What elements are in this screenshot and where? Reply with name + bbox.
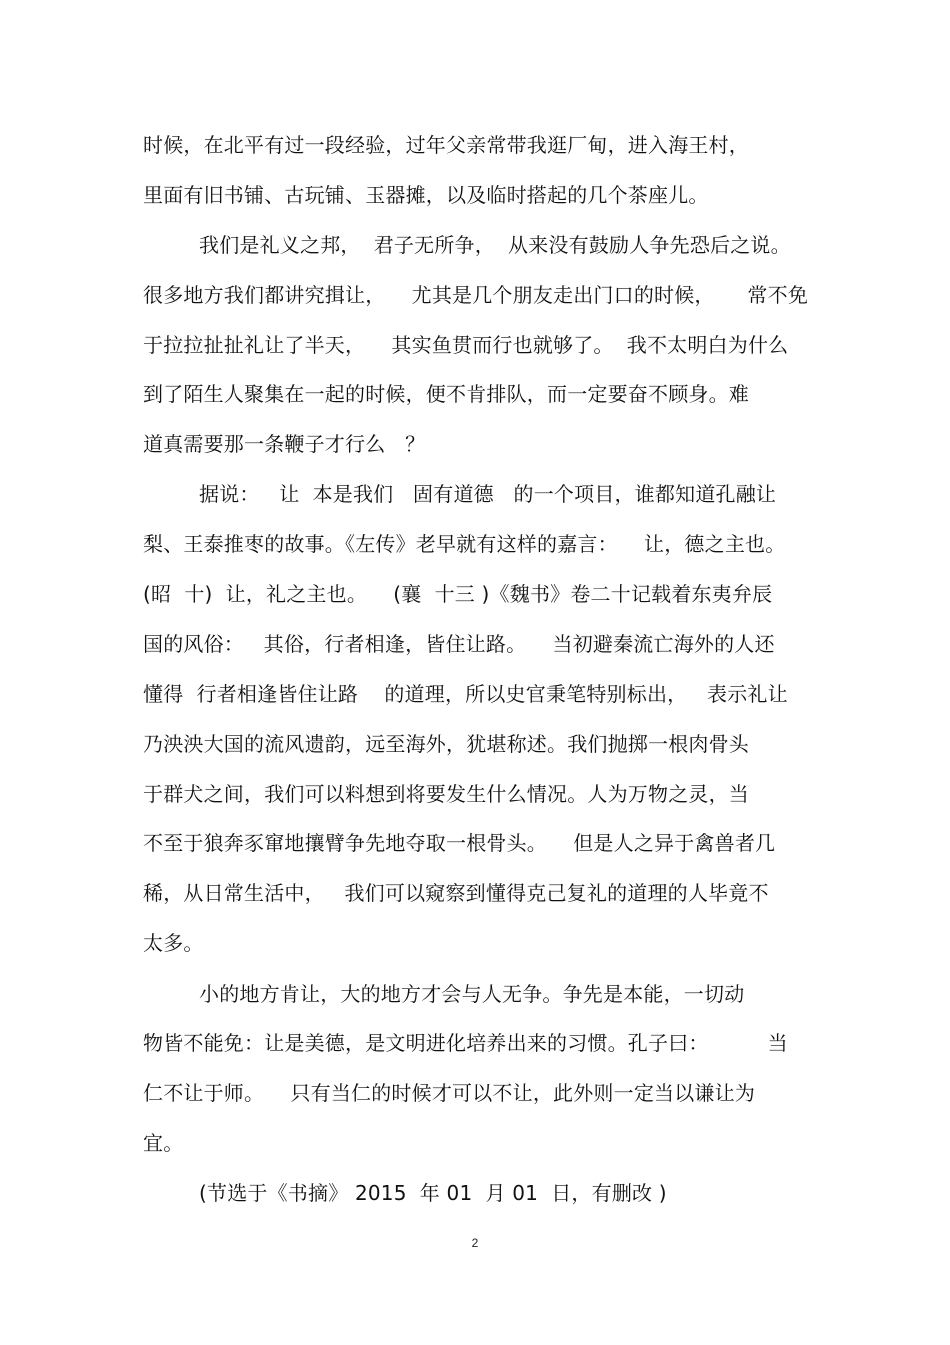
text-line: 稀，从日常生活中， 我们可以窥察到懂得克己复礼的道理的人毕竟不 <box>143 881 769 905</box>
paragraph-start-line: 据说： 让 本是我们 固有道德 的一个项目，谁都知道孔融让 <box>199 482 777 506</box>
text-line: 于拉拉扯扯礼让了半天， 其实鱼贯而行也就够了。 我不太明白为什么 <box>143 333 789 357</box>
text-line: 懂得 行者相逢皆住让路 的道理，所以史官秉笔特别标出， 表示礼让 <box>143 682 788 706</box>
text-line: 很多地方我们都讲究揖让， 尤其是几个朋友走出门口的时候， 常不免 <box>143 283 809 307</box>
page-number: 2 <box>471 1236 479 1250</box>
text-line: 梨、王泰推枣的故事。《左传》老早就有这样的嘉言： 让，德之主也。 <box>143 532 786 556</box>
text-line: 道真需要那一条鞭子才行么 ？ <box>143 432 426 456</box>
text-line: 太多。 <box>143 931 204 955</box>
text-line: 不至于狼奔豕窜地攘臂争先地夺取一根骨头。 但是人之异于禽兽者几 <box>143 831 776 855</box>
text-line: 里面有旧书铺、古玩铺、玉器摊，以及临时搭起的几个茶座儿。 <box>143 183 709 207</box>
text-line: 到了陌生人聚集在一起的时候，便不肯排队，而一定要奋不顾身。难 <box>143 382 749 406</box>
text-line: 物皆不能免：让是美德，是文明进化培养出来的习惯。孔子曰： 当 <box>143 1031 788 1055</box>
source-citation: (节选于《书摘》 2015 年 01 月 01 日，有删改 ) <box>199 1181 667 1205</box>
paragraph-start-line: 小的地方肯让，大的地方才会与人无争。争先是本能，一切动 <box>199 982 745 1006</box>
text-line: (昭 十) 让，礼之主也。 (襄 十三 )《魏书》卷二十记载着东夷弁辰 <box>143 582 773 606</box>
text-line: 宜。 <box>143 1131 184 1155</box>
text-line: 仁不让于师。 只有当仁的时候才可以不让，此外则一定当以谦让为 <box>143 1081 756 1105</box>
paragraph-start-line: 我们是礼义之邦， 君子无所争， 从来没有鼓励人争先恐后之说。 <box>199 233 791 257</box>
text-line: 国的风俗： 其俗，行者相逢，皆住让路。 当初避秦流亡海外的人还 <box>143 632 775 656</box>
text-line: 乃泱泱大国的流风遗韵，远至海外，犹堪称述。我们抛掷一根肉骨头 <box>143 732 749 756</box>
text-line: 于群犬之间，我们可以料想到将要发生什么情况。人为万物之灵，当 <box>143 782 749 806</box>
text-line: 时候，在北平有过一段经验，过年父亲常带我逛厂甸，进入海王村， <box>143 133 749 157</box>
